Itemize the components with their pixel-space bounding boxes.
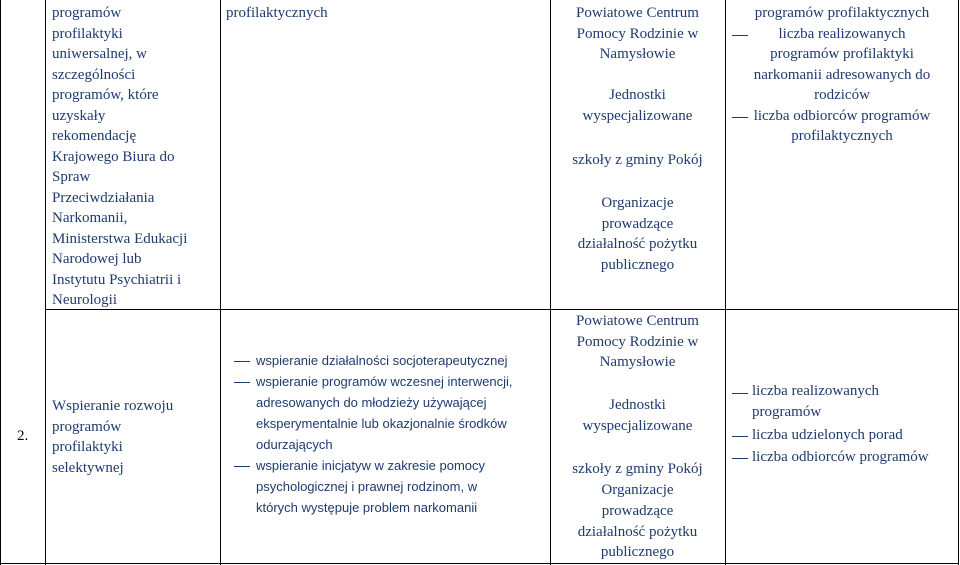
- col3-lower-line: wyspecjalizowane: [582, 417, 693, 434]
- col4-upper-item1-line: rodziców: [814, 87, 870, 103]
- col1-upper-line: programów: [52, 5, 122, 21]
- col1-upper-line: Spraw: [52, 169, 91, 185]
- col1-upper-line: Instytutu Psychiatrii i: [52, 271, 182, 288]
- col2-bullet3-line: których występuje problem narkomanii: [256, 500, 478, 515]
- col3-lower-line: publicznego: [600, 544, 675, 560]
- bullet-dash: [732, 436, 748, 437]
- col4-upper-item1-line: liczba realizowanych: [778, 25, 906, 42]
- col1-upper-line: Krajowego Biura do: [52, 148, 175, 165]
- col4-upper-item2-line: profilaktycznych: [791, 128, 893, 144]
- row-divider: [45, 309, 958, 310]
- col1-upper-line: profilaktyki: [52, 25, 123, 42]
- col4-upper-item1-line: programów profilaktyki: [770, 46, 914, 62]
- col3-upper-line: prowadzące: [601, 215, 674, 232]
- col4-lower-item2: liczba udzielonych porad: [752, 427, 903, 443]
- col1-lower-line: Wspieranie rozwoju: [52, 398, 174, 414]
- bullet-dash: [234, 382, 250, 383]
- col1-upper-line: Neurologii: [52, 292, 117, 308]
- col1-upper-line: Narodowej lub: [52, 251, 142, 267]
- col2-bullet1: wspieranie działalności socjoterapeutycznej: [256, 353, 508, 368]
- col1-upper-line: programów, które: [52, 87, 159, 103]
- col2-bullet2-line: eksperymentalnie lub okazjonalnie środków: [256, 416, 507, 431]
- col1-upper-line: Przeciwdziałania: [52, 189, 155, 206]
- col2-bullet3-line: wspieranie inicjatyw w zakresie pomocy: [256, 458, 486, 473]
- bullet-dash: [234, 466, 250, 467]
- col3-upper-line: Pomocy Rodzinie w: [576, 25, 699, 42]
- col4-lower-item3: liczba odbiorców programów: [752, 449, 929, 465]
- col1-upper-line: uniwersalnej, w: [52, 46, 147, 62]
- col3-lower-line: działalność pożytku: [577, 523, 698, 540]
- col2-bullet2-line: adresowanych do młodzieży używającej: [256, 395, 487, 410]
- col4-lower-item1-line: programów: [752, 403, 822, 420]
- col4-lower-item1-line: liczba realizowanych: [752, 383, 880, 399]
- col3-upper-line: Namysłowie: [599, 46, 676, 62]
- bullet-dash: [234, 361, 250, 362]
- col2-bullet3-line: psychologicznej i prawnej rodzinom, w: [256, 479, 478, 494]
- row-number: 2.: [17, 428, 29, 444]
- col4-upper-item2-line: liczba odbiorców programów: [753, 107, 931, 124]
- bullet-dash: [732, 393, 748, 394]
- col1-upper-line: Ministerstwa Edukacji: [52, 230, 188, 247]
- col3-upper-line: działalność pożytku: [577, 236, 698, 252]
- col3-upper-line: Organizacje: [601, 195, 674, 211]
- col3-lower-line: szkoły z gminy Pokój: [572, 461, 703, 477]
- column-divider-1: [45, 0, 46, 565]
- col4-upper-first: programów profilaktycznych: [754, 5, 930, 21]
- col4-upper-item1-line: narkomanii adresowanych do: [753, 66, 931, 83]
- col3-upper-line: Powiatowe Centrum: [576, 5, 699, 21]
- col3-lower-line: prowadzące: [601, 503, 674, 519]
- col3-upper-line: Jednostki: [609, 87, 666, 103]
- col3-lower-line: Jednostki: [609, 397, 666, 413]
- col1-upper-line: szczególności: [52, 66, 136, 83]
- col1-upper-line: Narkomanii,: [52, 210, 128, 226]
- col3-lower-line: Powiatowe Centrum: [576, 313, 699, 329]
- column-divider-2: [220, 0, 221, 565]
- col1-upper-line: rekomendację: [52, 128, 137, 144]
- bullet-dash: [732, 458, 748, 459]
- col3-upper-line: szkoły z gminy Pokój: [572, 152, 703, 168]
- col3-upper-line: wyspecjalizowane: [582, 107, 693, 124]
- col1-lower-line: selektywnej: [52, 459, 124, 476]
- col1-upper-line: uzyskały: [52, 107, 106, 124]
- col1-lower-line: profilaktyki: [52, 439, 123, 455]
- col2-bullet2-line: odurzających: [256, 437, 333, 452]
- table-border-right: [958, 0, 959, 565]
- col2-bullet2-line: wspieranie programów wczesnej interwencji,: [256, 374, 513, 389]
- col3-upper-line: publicznego: [600, 256, 675, 273]
- col3-lower-line: Namysłowie: [599, 354, 676, 370]
- col3-lower-line: Organizacje: [601, 482, 674, 498]
- col3-lower-line: Pomocy Rodzinie w: [576, 333, 699, 350]
- table-border-left: [0, 0, 1, 565]
- table-border-bottom: [0, 563, 958, 564]
- col2-upper-text: profilaktycznych: [226, 5, 328, 21]
- col1-lower-line: programów: [52, 418, 122, 435]
